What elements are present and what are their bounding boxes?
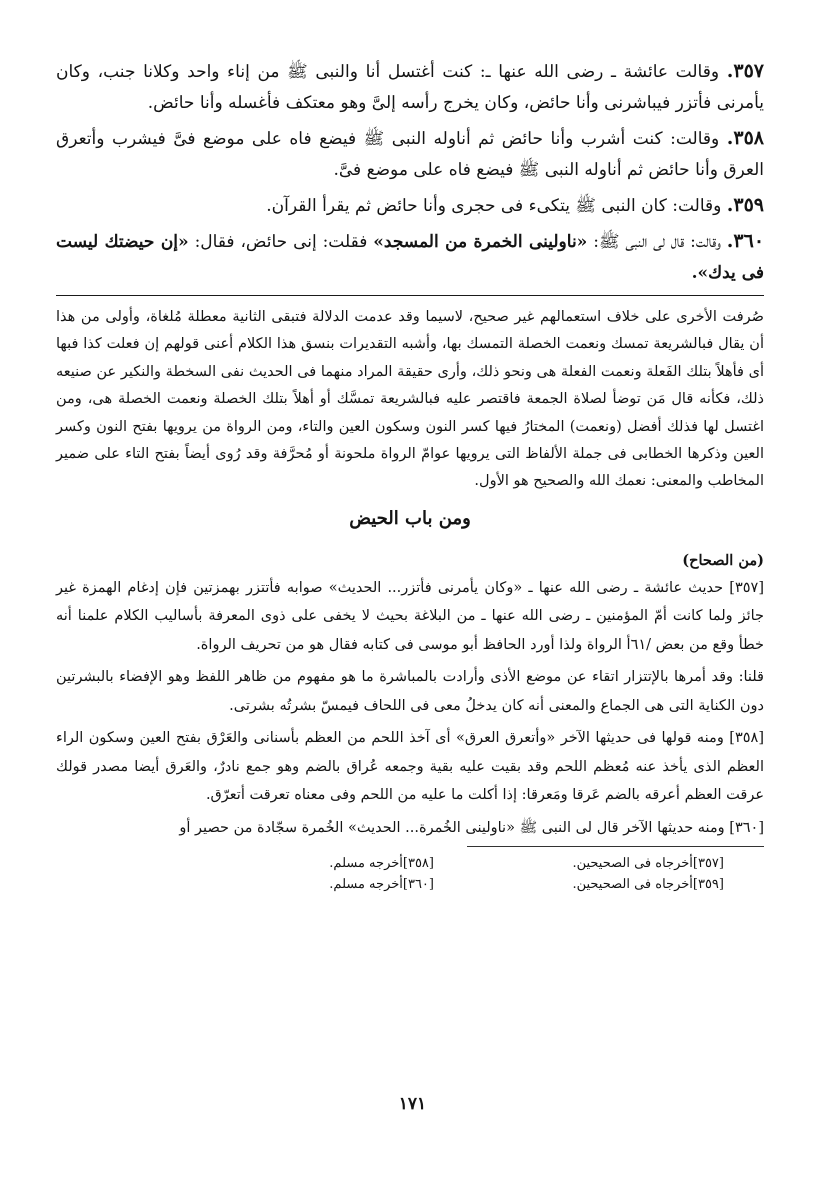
hadith-text: وقالت: قال لى النبى ﷺ:	[593, 232, 721, 252]
footnote: [٣٦٠]أخرجه مسلم.	[329, 877, 434, 893]
chapter-title: ومن باب الحيض	[349, 507, 471, 529]
page-content	[56, 56, 764, 895]
hadith-quote: «إن حيضتك ليست فى يدك».	[56, 232, 764, 283]
hadith-text: وقالت: كنت أشرب وأنا حائض ثم أناوله النبى ﷺ فيضع فاه على موضع فىَّ فيشرب وأتعرق العرق وأنا حائض ثم أناوله النبى ﷺ فيضع فاه على موضع فىَّ.	[56, 129, 764, 180]
hadith-text: وقالت عائشة ـ رضى الله عنها ـ: كنت أغتسل أنا والنبى ﷺ من إناء واحد وكلانا جنب، وكان يأمرنى فأتزر فيباشرنى وأنا حائض، وكان يخرج رأسه إلىَّ وهو معتكف فأغسله وأنا حائض.	[56, 62, 764, 113]
entry-357-note: قلنا: وقد أمرها بالإتتزار اتقاء عن موضع الأذى وأرادت بالمباشرة ما هو مفهوم من ظاهر اللفظ وهو الإفضاء بالبشرتين دون الكناية التى هى الجماع والمعنى أنه كان يدخلُ معى فى اللحاف فيمسّ بشرتُه بشرتى.	[56, 669, 764, 714]
footnote: [٣٥٨]أخرجه مسلم.	[329, 856, 434, 872]
section-label: (من الصحاح)	[682, 551, 764, 569]
entry-360: [٣٦٠] ومنه حديثها الآخر قال لى النبى ﷺ «ناولينى الخُمرة... الحديث» الخُمرة سجّادة من حصير أو	[179, 819, 764, 836]
entry-358: [٣٥٨] ومنه قولها فى حديثها الآخر «وأتعرق العرق» أى آخذ اللحم من العظم بأسنانى والعَرْق بفتح العين وسكون الراء العظم الذى يأخذ عنه مُعظم اللحم وقد بقيت عليه بقية وجمعه عُراق بالضم وهو جمع نادرٌ، والعَرق أيضا مصدر قولك عرقت العظم أعرقه بالضم عَرقا ومَعرقا: إذا أكلت ما عليه من اللحم وفى معناه تعرقت أتعرّق.	[56, 730, 764, 804]
hadith-number: ٣٥٩.	[726, 194, 764, 216]
footnote: [٣٥٩]أخرجاه فى الصحيحين.	[572, 877, 724, 893]
commentary-paragraph: صُرفت الأخرى على خلاف استعمالهم غير صحيح، لاسيما وقد عدمت الدلالة فتبقى الثانية معطلة مُلغاة، وأولى من هذا أن يقال فبالشريعة تمسك ونعمت الخصلة التمسك بها، وأشبه التقديرات بنسق هذا الكلام أعنى قولهم إن فعلت كذا فبها أى فأهلاً بتلك الفَعلة ونعمت الفعلة هى ونحو ذلك، وأرى حقيقة المراد منهما فى الحديث نفى السخطة والنكير عن صنيعه ذلك، فكأنه قال مَن توضأ لصلاة الجمعة فاقتصر عليه فبالشريعة تمسَّك أو أهلاً بتلك الخصلة ونعمت الخصلة هى، ومن اغتسل لها فذلك أفضل (ونعمت) المختارُ فيها كسر النون وسكون العين والتاء، ومن الرواة من يرويها بفتح النون وكسر العين وذكرها الخطابى فى جملة الألفاظ التى يرويها عوامّ الرواة ملحونة أو مُحرَّفة وقد رُوى أيضاً بفتح التاء على ضمير المخاطب والمعنى: نعمك الله والصحيح هو الأول.	[56, 309, 764, 490]
footnotes	[164, 853, 764, 895]
hadith-number: ٣٥٧.	[726, 60, 764, 82]
footnote: [٣٥٧]أخرجاه فى الصحيحين.	[572, 856, 724, 872]
hadith-number: ٣٥٨.	[726, 127, 764, 149]
hadith-number: ٣٦٠.	[726, 230, 765, 252]
hadith-360	[56, 226, 764, 289]
hadith-text: فقلت: إنى حائض، فقال:	[194, 232, 368, 252]
hadith-text: وقالت: كان النبى ﷺ يتكىء فى حجرى وأنا حائض ثم يقرأ القرآن.	[266, 196, 722, 216]
divider	[56, 295, 764, 296]
page-number: ١٧١	[398, 1094, 427, 1114]
hadith-359	[56, 190, 764, 222]
entry-357: [٣٥٧] حديث عائشة ـ رضى الله عنها ـ «وكان يأمرنى فأتزر... الحديث» صوابه فأتتزر بهمزتين فإن إدغام الهمزة غير جائز ولما كانت أمّ المؤمنين ـ رضى الله عنها ـ من البلاغة بحيث لا يخفى على ذوى المعرفة بأساليب الكلام علمنا أنه خطأ وقع من بعض /٦١أ الرواة ولذا أورد الحافظ أبو موسى فى كتابه فقال هو من تحريف الرواة.	[56, 579, 764, 653]
hadith-358	[56, 123, 764, 186]
hadith-357	[56, 56, 764, 119]
hadith-quote: «ناولينى الخمرة من المسجد»	[373, 232, 588, 252]
footnote-divider	[467, 846, 764, 847]
